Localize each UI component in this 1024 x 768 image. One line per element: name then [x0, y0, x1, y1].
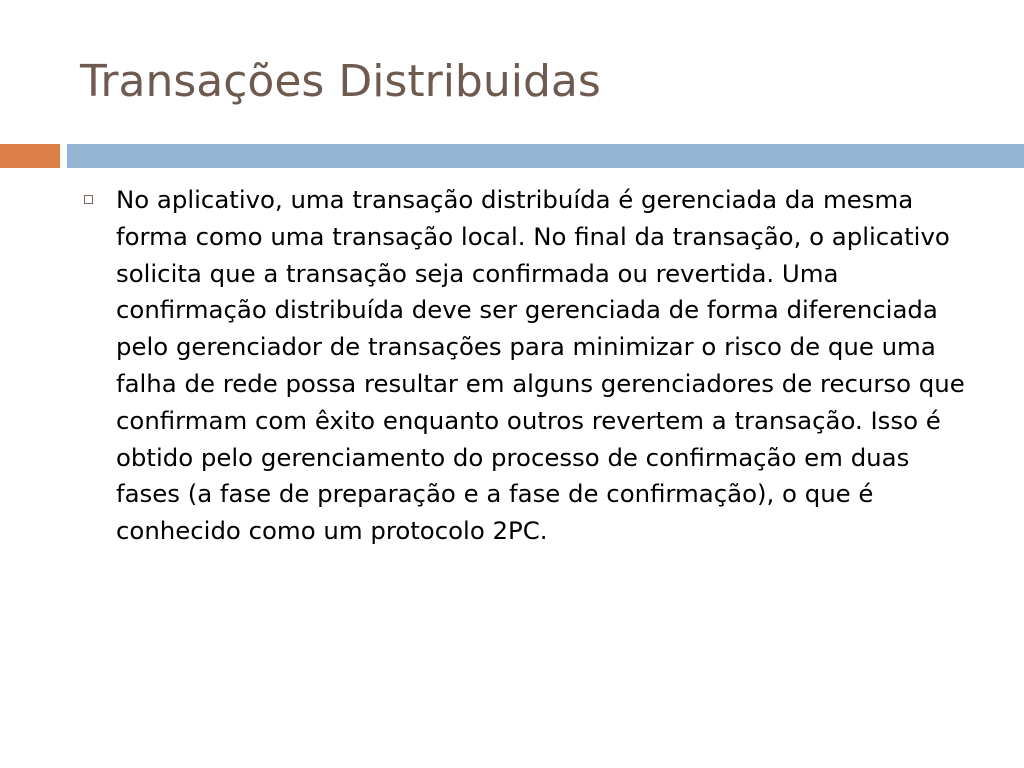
hollow-square-bullet-icon	[84, 195, 93, 204]
slide-title: Transações Distribuidas	[80, 56, 601, 107]
bullet-text: No aplicativo, uma transação distribuída é gerenciada da mesma forma como uma transação local. No final da transação, o aplicativo solicita que a transação seja confirmada ou revertida. Uma confirmação distribuída deve ser gerenciada de forma diferenciada pelo gerenciador de transações para minimizar o risco de que uma falha de rede possa resultar em alguns gerenciadores de recurso que confirmam com êxito enquanto outros revertem a transação. Isso é obtido pelo gerenciamento do processo de confirmação em duas fases (a fase de preparação e a fase de confirmação), o que é conhecido como um protocolo 2PC.	[116, 185, 965, 546]
slide-body	[80, 182, 980, 550]
bullet-item	[80, 182, 980, 550]
accent-band-blue	[67, 144, 1024, 168]
accent-band-orange	[0, 144, 60, 168]
